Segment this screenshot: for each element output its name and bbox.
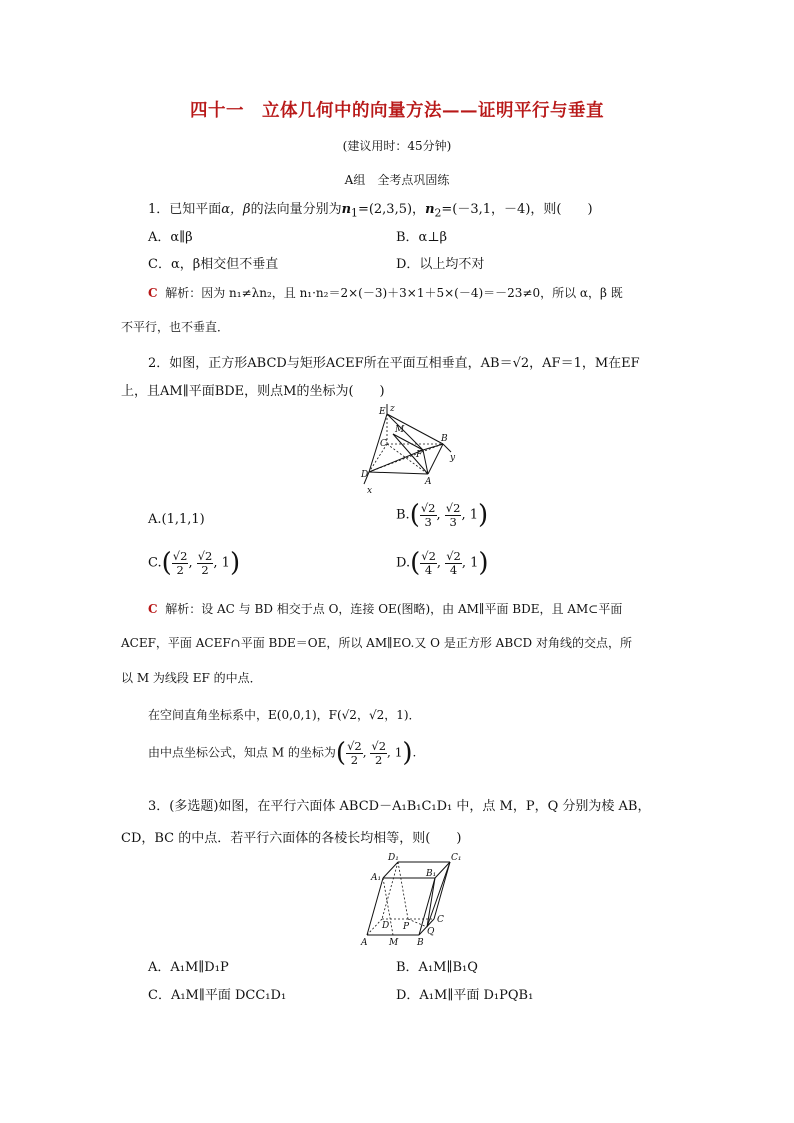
q3-label-d: D [382, 921, 390, 931]
q2-label-x: x [367, 486, 373, 494]
q2-label-a: A [425, 477, 432, 487]
q3-figure-parallelepiped [355, 850, 470, 948]
q3-label-a: A [361, 938, 368, 948]
time-suggestion: (建议用时：45分钟) [342, 139, 452, 153]
page-title: 四十一 立体几何中的向量方法——证明平行与垂直 [190, 101, 604, 121]
q3-label-c: C [437, 915, 444, 925]
q2-stem-2: 上，且AM∥平面BDE，则点M的坐标为( ) [121, 384, 385, 399]
q3-label-b: B [417, 938, 424, 948]
q2-label-y: y [450, 453, 456, 463]
q2-figure-prism [355, 402, 465, 494]
q3-label-a1: A₁ [371, 873, 382, 883]
q1-option-c: C．α，β相交但不垂直 [148, 257, 279, 272]
q2-label-e: E [379, 407, 386, 417]
q2-answer-line3: 以 M 为线段 EF 的中点． [121, 671, 262, 685]
q2-option-b: B.( $\frac{√2}{3}$ , $\frac{√2}{3}$ , 1) [396, 500, 489, 530]
q2-option-d: D.( $\frac{√2}{4}$ , $\frac{√2}{4}$ , 1) [396, 548, 489, 578]
q2-answer-line4: 在空间直角坐标系中，E(0,0,1)，F(√2，√2，1)． [148, 708, 421, 722]
q2-answer-line2: ACEF，平面 ACEF∩平面 BDE＝OE，所以 AM∥EO.又 O 是正方形 ABCD 对角线的交点，所 [121, 636, 632, 650]
q3-label-m: M [389, 938, 399, 948]
q1-stem: 1．已知平面α，β的法向量分别为$n_1=(2,3,5)$，$n_2=(-3,1$，－4)，则( ) [148, 202, 593, 220]
q3-option-d: D．A₁M∥平面 D₁PQB₁ [396, 988, 534, 1003]
q3-option-a: A．A₁M∥D₁P [148, 960, 229, 975]
q2-answer-line5: 由中点坐标公式，知点 M 的坐标为( $\frac{√2}{2}$ , $\frac{√2}{2}$ , 1). [148, 738, 417, 768]
q3-label-d1: D₁ [388, 853, 399, 863]
q2-option-c: C.( $\frac{√2}{2}$ , $\frac{√2}{2}$ , 1) [148, 548, 241, 578]
q1-option-d: D．以上均不对 [396, 257, 485, 272]
q1-answer-letter: C [148, 286, 158, 300]
q2-label-f: F [416, 450, 423, 460]
q3-label-p: P [403, 922, 410, 932]
q1-answer: C 解析：因为 n₁≠λn₂，且 n₁·n₂＝2×(－3)＋3×1＋5×(－4)＝－23≠0，所以 α，β 既 [148, 286, 623, 300]
q3-label-c1: C₁ [451, 853, 462, 863]
q2-label-m: M [395, 425, 405, 435]
q3-stem-1: 3．(多选题)如图，在平行六面体 ABCD－A₁B₁C₁D₁ 中，点 M，P，Q 分别为棱 AB， [148, 799, 651, 814]
q3-label-b1: B₁ [426, 869, 437, 879]
section-heading: A组 全考点巩固练 [344, 173, 450, 187]
q2-label-z: z [390, 404, 395, 414]
q1-option-b: B．α⊥β [396, 230, 448, 245]
q3-stem-2: CD，BC 的中点．若平行六面体的各棱长均相等，则( ) [121, 831, 462, 846]
q2-label-d: D [361, 470, 369, 480]
q2-answer-letter: C [148, 602, 158, 616]
q3-option-b: B．A₁M∥B₁Q [396, 960, 478, 975]
q2-option-a: A.(1,1,1) [148, 512, 205, 527]
q3-option-c: C．A₁M∥平面 DCC₁D₁ [148, 988, 287, 1003]
q2-label-c: C [380, 439, 387, 449]
q1-option-a: A．α∥β [148, 230, 193, 245]
q1-answer-cont: 不平行，也不垂直． [121, 320, 230, 334]
q3-label-q: Q [427, 927, 435, 937]
q2-answer: C 解析：设 AC 与 BD 相交于点 O，连接 OE(图略)，由 AM∥平面 BDE，且 AM⊂平面 [148, 602, 623, 616]
q2-label-b: B [441, 434, 448, 444]
q2-stem-1: 2．如图，正方形ABCD与矩形ACEF所在平面互相垂直，AB＝√2，AF＝1，M在EF [148, 356, 640, 371]
